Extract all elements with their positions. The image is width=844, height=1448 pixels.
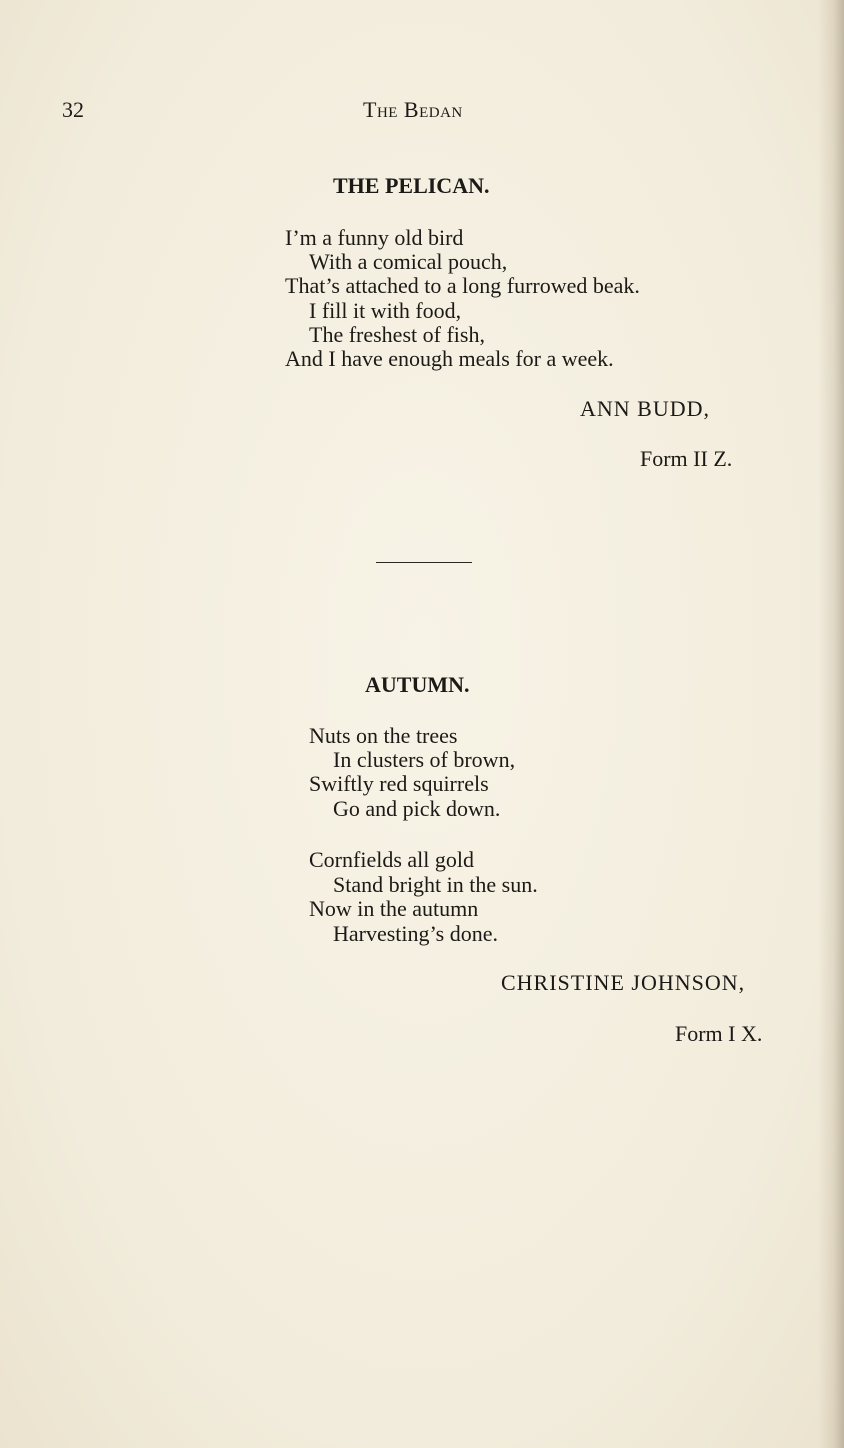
running-head: The Bedan [363, 97, 463, 122]
poem-line: Go and pick down. [333, 796, 501, 821]
poem-line: The freshest of fish, [309, 322, 485, 347]
author-name: ANN BUDD, [580, 396, 710, 421]
poem-line: Stand bright in the sun. [333, 872, 538, 897]
poem-title: AUTUMN. [365, 672, 470, 697]
poem-title: THE PELICAN. [333, 173, 490, 198]
poem-line: Swiftly red squirrels [309, 771, 489, 796]
author-form: Form I X. [675, 1021, 763, 1046]
author-form: Form II Z. [640, 446, 733, 471]
poem-line: Now in the autumn [309, 896, 479, 921]
poem-line: I’m a funny old bird [285, 225, 464, 250]
page-edge-shadow [818, 0, 844, 1448]
poem-line: In clusters of brown, [333, 747, 516, 772]
poem-line: That’s attached to a long furrowed beak. [285, 273, 640, 298]
author-name: CHRISTINE JOHNSON, [501, 970, 746, 995]
section-divider [376, 562, 472, 563]
poem-line: And I have enough meals for a week. [285, 346, 614, 371]
poem-line: I fill it with food, [309, 298, 462, 323]
poem-line: With a comical pouch, [309, 249, 508, 274]
page-number: 32 [62, 97, 84, 122]
poem-line: Harvesting’s done. [333, 921, 498, 946]
poem-line: Cornfields all gold [309, 847, 474, 872]
poem-line: Nuts on the trees [309, 723, 458, 748]
